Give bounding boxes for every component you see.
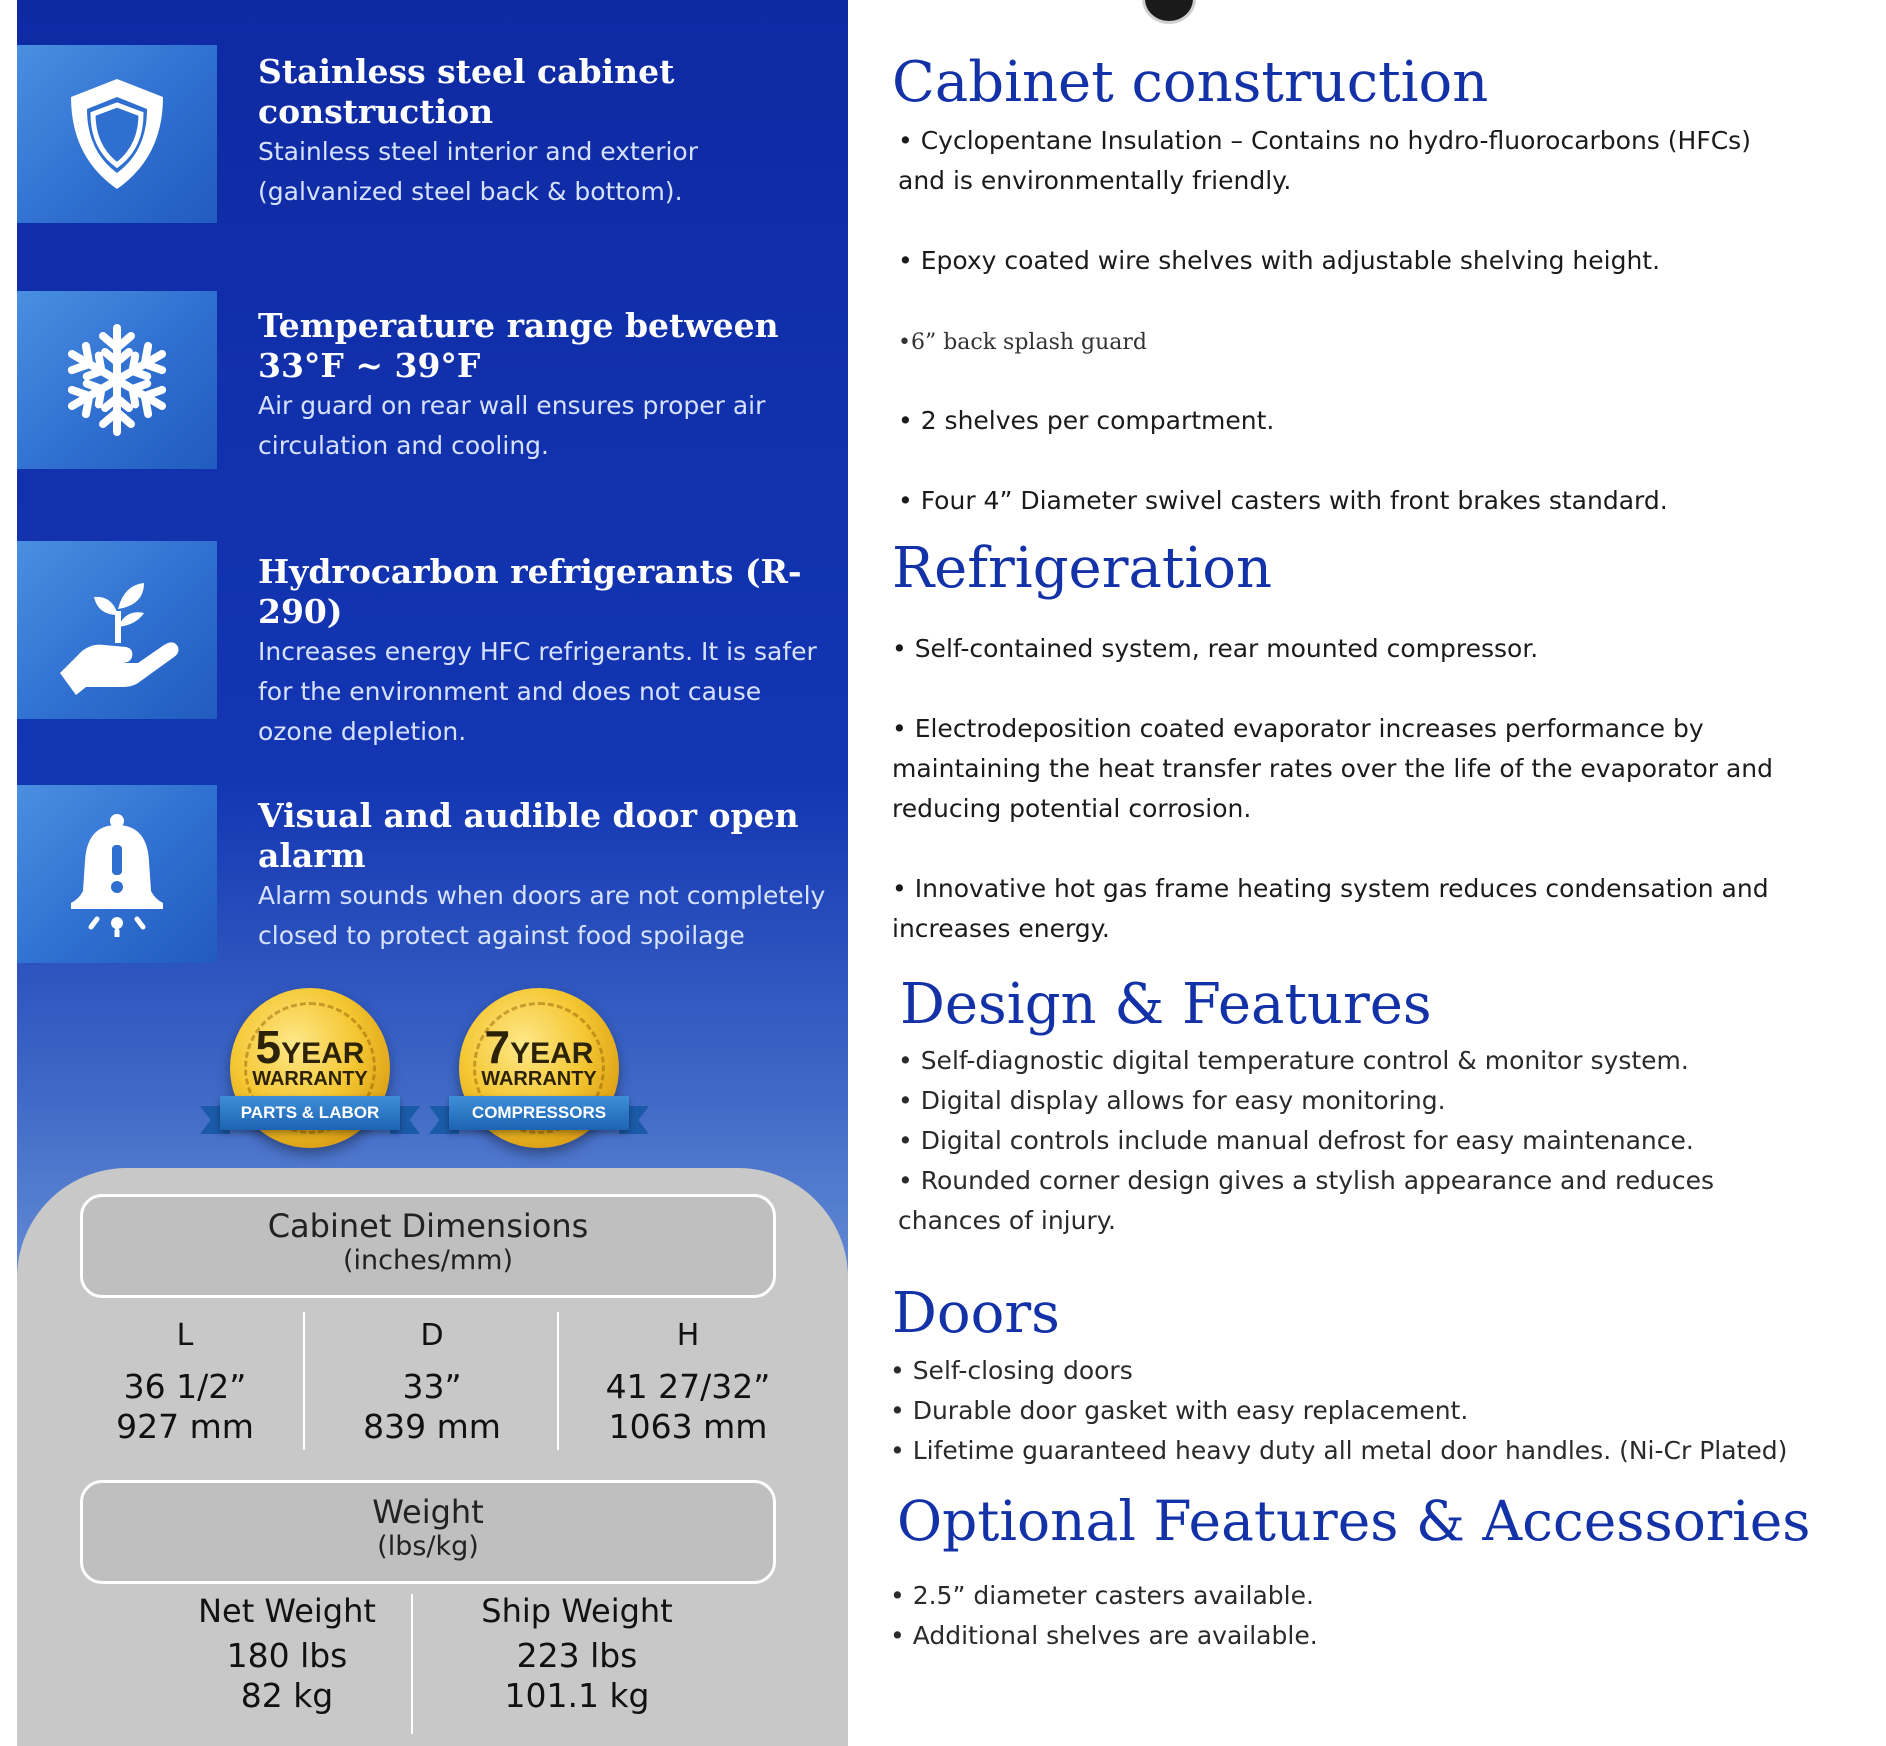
shield-icon: [65, 75, 169, 193]
warranty-badge-compressors: [429, 988, 649, 1158]
feature-title: Stainless steel cabinet construction: [258, 52, 675, 131]
dimensions-header: [80, 1194, 776, 1298]
badge-years: [429, 1020, 649, 1074]
ship-weight: [427, 1592, 727, 1716]
badge-ribbon: COMPRESSORS: [449, 1096, 629, 1130]
dimension-depth: [317, 1318, 547, 1447]
dimension-mm: 839 mm: [363, 1407, 501, 1446]
heading-refrigeration: Refrigeration: [892, 536, 1273, 601]
dimensions-units: (inches/mm): [342, 1245, 513, 1276]
badge-year-number: 7: [484, 1021, 511, 1073]
list-item: • Rounded corner design gives a stylish appearance and reduces chances of injury.: [898, 1166, 1714, 1235]
list-item: •6” back splash guard: [898, 330, 1148, 355]
list-item: • Innovative hot gas frame heating system reduces condensation and increases energy.: [892, 874, 1769, 943]
feature-icon-box-1: [17, 45, 217, 223]
feature-icon-box-2: [17, 291, 217, 469]
list-item: • Digital display allows for easy monitoring.: [898, 1086, 1446, 1115]
weight-kg: 82 kg: [240, 1676, 334, 1715]
dimension-height: [573, 1318, 803, 1447]
list-item: • 2.5” diameter casters available.: [890, 1581, 1314, 1610]
feature-desc: Stainless steel interior and exterior (galvanized steel back & bottom).: [258, 137, 699, 206]
feature-title: Hydrocarbon refrigerants (R-290): [258, 552, 802, 631]
heading-design-features: Design & Features: [900, 972, 1432, 1037]
list-item: • Cyclopentane Insulation – Contains no hydro-fluorocarbons (HFCs) and is environmentally friendly.: [898, 126, 1751, 195]
dimension-inches: 33”: [402, 1367, 462, 1406]
dimension-inches: 41 27/32”: [605, 1367, 771, 1406]
badge-years: [200, 1020, 420, 1074]
column-divider: [557, 1312, 559, 1450]
heading-doors: Doors: [892, 1281, 1060, 1346]
weight-header: [80, 1480, 776, 1584]
badge-year-label: YEAR: [510, 1037, 594, 1070]
snowflake-icon: [57, 320, 177, 440]
list-item: • Digital controls include manual defrost for easy maintenance.: [898, 1126, 1694, 1155]
badge-warranty-label: WARRANTY: [481, 1068, 597, 1090]
dimension-length: [85, 1318, 285, 1447]
list-item: • Self-closing doors: [890, 1356, 1133, 1385]
weight-label: Net Weight: [198, 1592, 376, 1630]
brand-logo: [1142, 0, 1196, 24]
badge-year-label: YEAR: [281, 1037, 365, 1070]
weight-title: Weight: [372, 1493, 484, 1531]
feature-desc: Increases energy HFC refrigerants. It is safer for the environment and does not cause ozone depletion.: [258, 637, 817, 746]
dimension-mm: 927 mm: [116, 1407, 254, 1446]
weight-label: Ship Weight: [481, 1592, 673, 1630]
feature-1: [258, 52, 838, 212]
feature-title: Visual and audible door open alarm: [258, 796, 799, 875]
column-divider: [303, 1312, 305, 1450]
heading-cabinet-construction: Cabinet construction: [892, 50, 1489, 115]
dimension-label: H: [676, 1318, 700, 1353]
list-item: • Four 4” Diameter swivel casters with front brakes standard.: [898, 486, 1668, 515]
dimensions-title: Cabinet Dimensions: [267, 1207, 589, 1245]
list-item: • Durable door gasket with easy replacement.: [890, 1396, 1469, 1425]
weight-lbs: 223 lbs: [516, 1636, 638, 1675]
net-weight: [137, 1592, 437, 1716]
list-item: • Electrodeposition coated evaporator increases performance by maintaining the heat transfer rates over the life of the evaporator and reducing potential corrosion.: [892, 714, 1774, 823]
column-divider: [411, 1594, 413, 1734]
feature-icon-box-4: [17, 785, 217, 963]
dimension-mm: 1063 mm: [608, 1407, 768, 1446]
heading-optional-features: Optional Features & Accessories: [897, 1489, 1811, 1553]
list-item: • Lifetime guaranteed heavy duty all metal door handles. (Ni-Cr Plated): [890, 1436, 1788, 1465]
list-item: • Epoxy coated wire shelves with adjustable shelving height.: [898, 246, 1661, 275]
badge-warranty-label: WARRANTY: [252, 1068, 368, 1090]
badge-year-number: 5: [255, 1021, 282, 1073]
feature-4: [258, 796, 838, 956]
feature-desc: Alarm sounds when doors are not completely closed to protect against food spoilage: [258, 881, 826, 950]
alarm-bell-icon: [67, 811, 167, 937]
list-item: • 2 shelves per compartment.: [898, 406, 1275, 435]
list-item: • Self-diagnostic digital temperature control & monitor system.: [898, 1046, 1689, 1075]
dimension-label: D: [420, 1318, 444, 1353]
weight-units: (lbs/kg): [377, 1531, 479, 1562]
feature-2: [258, 306, 838, 466]
specs-card: [17, 1168, 848, 1746]
list-item: • Self-contained system, rear mounted compressor.: [892, 634, 1539, 663]
warranty-badge-parts-labor: [200, 988, 420, 1158]
feature-desc: Air guard on rear wall ensures proper air circulation and cooling.: [258, 391, 766, 460]
list-item: • Additional shelves are available.: [890, 1621, 1318, 1650]
badge-ribbon: PARTS & LABOR: [220, 1096, 400, 1130]
feature-icon-box-3: [17, 541, 217, 719]
features-panel: [17, 0, 848, 1746]
dimension-inches: 36 1/2”: [123, 1367, 247, 1406]
feature-3: [258, 552, 838, 752]
dimension-label: L: [176, 1318, 194, 1353]
weight-kg: 101.1 kg: [504, 1676, 650, 1715]
weight-lbs: 180 lbs: [226, 1636, 348, 1675]
hand-plant-icon: [52, 565, 182, 695]
feature-title: Temperature range between 33°F ~ 39°F: [258, 306, 779, 385]
